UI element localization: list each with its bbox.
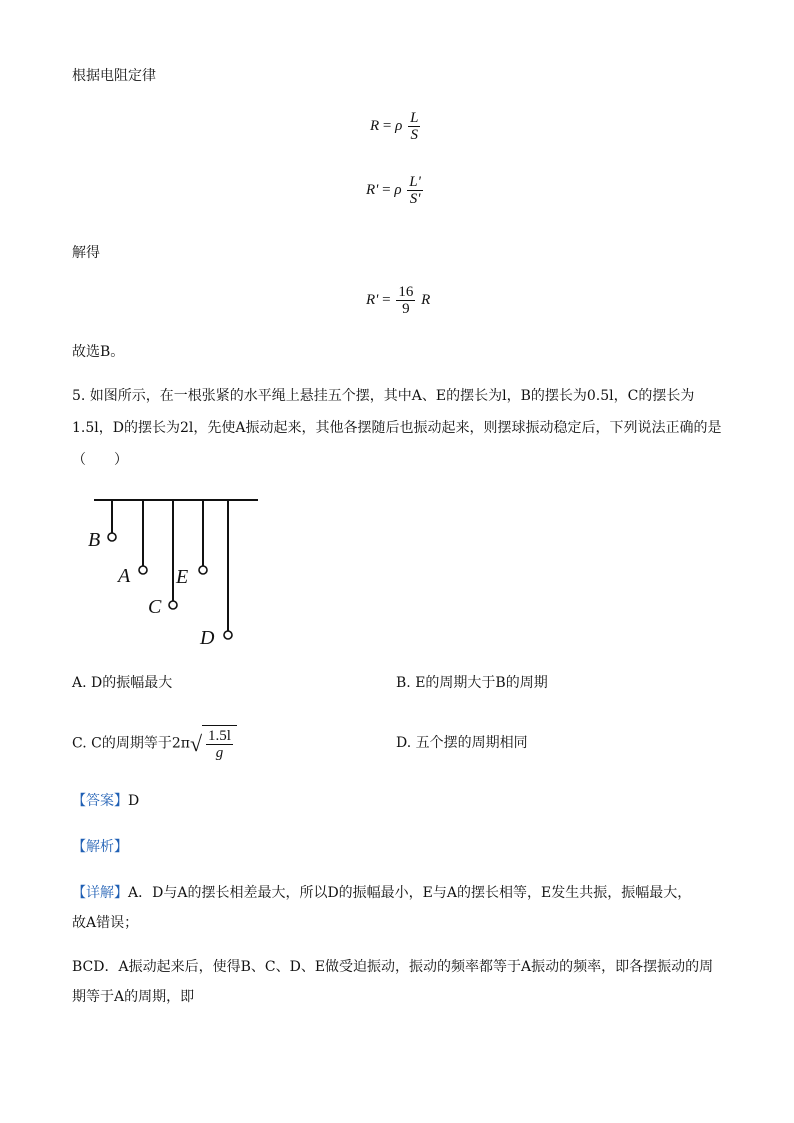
option-c-sqrt: √ $\frac{1.5l}{g}$ <box>190 725 237 762</box>
eq3-denominator: 9 <box>402 301 410 317</box>
option-d-text: 五个摆的周期相同 <box>415 735 528 751</box>
pendulum-c-bob <box>169 601 177 609</box>
equation-resistance <box>370 110 422 143</box>
pendulum-d-bob <box>224 631 232 639</box>
label-e: E <box>176 566 189 588</box>
pendulum-figure <box>80 490 270 650</box>
option-b-prefix: B. <box>396 675 411 691</box>
analysis-tag: 【解析】 <box>72 839 128 855</box>
eq2-rho: ρ <box>394 181 402 198</box>
option-d[interactable] <box>396 733 528 753</box>
solve-text: 解得 <box>72 245 100 261</box>
eq3-fraction <box>396 284 415 317</box>
detail-tag: 【详解】 <box>72 885 128 901</box>
detail-line-4: 期等于A的周期，即 <box>72 989 195 1005</box>
option-d-prefix: D. <box>396 735 412 751</box>
eq1-lhs: R <box>370 117 380 134</box>
answer-tag: 【答案】 <box>72 793 128 809</box>
option-b[interactable] <box>396 673 548 693</box>
option-c-sqrt-den: g <box>215 745 224 762</box>
eq2-lhs: R' <box>366 181 379 198</box>
eq1-rho: ρ <box>395 117 403 134</box>
option-c-prefix: C. <box>72 735 87 752</box>
pendulum-e-bob <box>199 566 207 574</box>
option-c-sqrt-num: 1.5l <box>208 728 231 745</box>
answer-value: D <box>128 793 140 809</box>
question-line-1: 5. 如图所示，在一根张紧的水平绳上悬挂五个摆，其中A、E的摆长为l，B的摆长为0.5l，C的摆长为 <box>72 388 695 404</box>
intro-text: 根据电阻定律 <box>72 68 156 84</box>
question-line-2: 1.5l，D的摆长为2l，先使A振动起来，其他各摆随后也振动起来，则摆球振动稳定后，下列说法正确的是 <box>72 420 722 436</box>
detail-line-2: 故A错误； <box>72 915 139 931</box>
label-c: C <box>148 596 162 618</box>
eq1-numerator: L <box>410 110 419 126</box>
choice-conclusion: 故选B。 <box>72 344 125 360</box>
eq3-lhs: R' <box>366 291 379 308</box>
question-line-3: （ ） <box>72 452 128 468</box>
eq1-denominator: S <box>410 127 419 143</box>
eq3-numerator: 16 <box>398 284 414 300</box>
eq1-fraction <box>408 110 420 143</box>
answer-row <box>72 791 139 811</box>
detail-line-3: BCD．A振动起来后，使得B、C、D、E做受迫振动，振动的频率都等于A振动的频率，即各摆振动的周 <box>72 959 714 975</box>
eq1-equals: = <box>382 117 392 134</box>
label-b: B <box>88 529 101 551</box>
eq2-fraction <box>407 174 423 207</box>
option-a-text: D的振幅最大 <box>91 675 173 691</box>
equation-resistance-new <box>366 174 425 207</box>
option-b-text: E的周期大于B的周期 <box>415 675 548 691</box>
label-a: A <box>118 565 131 587</box>
pendulum-a-bob <box>139 566 147 574</box>
eq2-numerator: L' <box>409 174 421 190</box>
eq3-rhs: R <box>421 291 431 308</box>
eq3-equals: = <box>382 291 391 308</box>
equation-result <box>366 284 430 317</box>
eq2-equals: = <box>382 181 391 198</box>
option-a-prefix: A. <box>72 675 87 691</box>
option-a[interactable] <box>72 673 172 693</box>
detail-text-1: A．D与A的摆长相差最大，所以D的振幅最小，E与A的摆长相等，E发生共振，振幅最大， <box>128 885 692 901</box>
pendulum-b-bob <box>108 533 116 541</box>
option-c-text: C的周期等于2π <box>91 735 190 752</box>
option-c[interactable] <box>72 725 237 762</box>
label-d: D <box>200 627 215 649</box>
eq2-denominator: S' <box>409 191 421 207</box>
detail-line-1 <box>72 883 691 903</box>
